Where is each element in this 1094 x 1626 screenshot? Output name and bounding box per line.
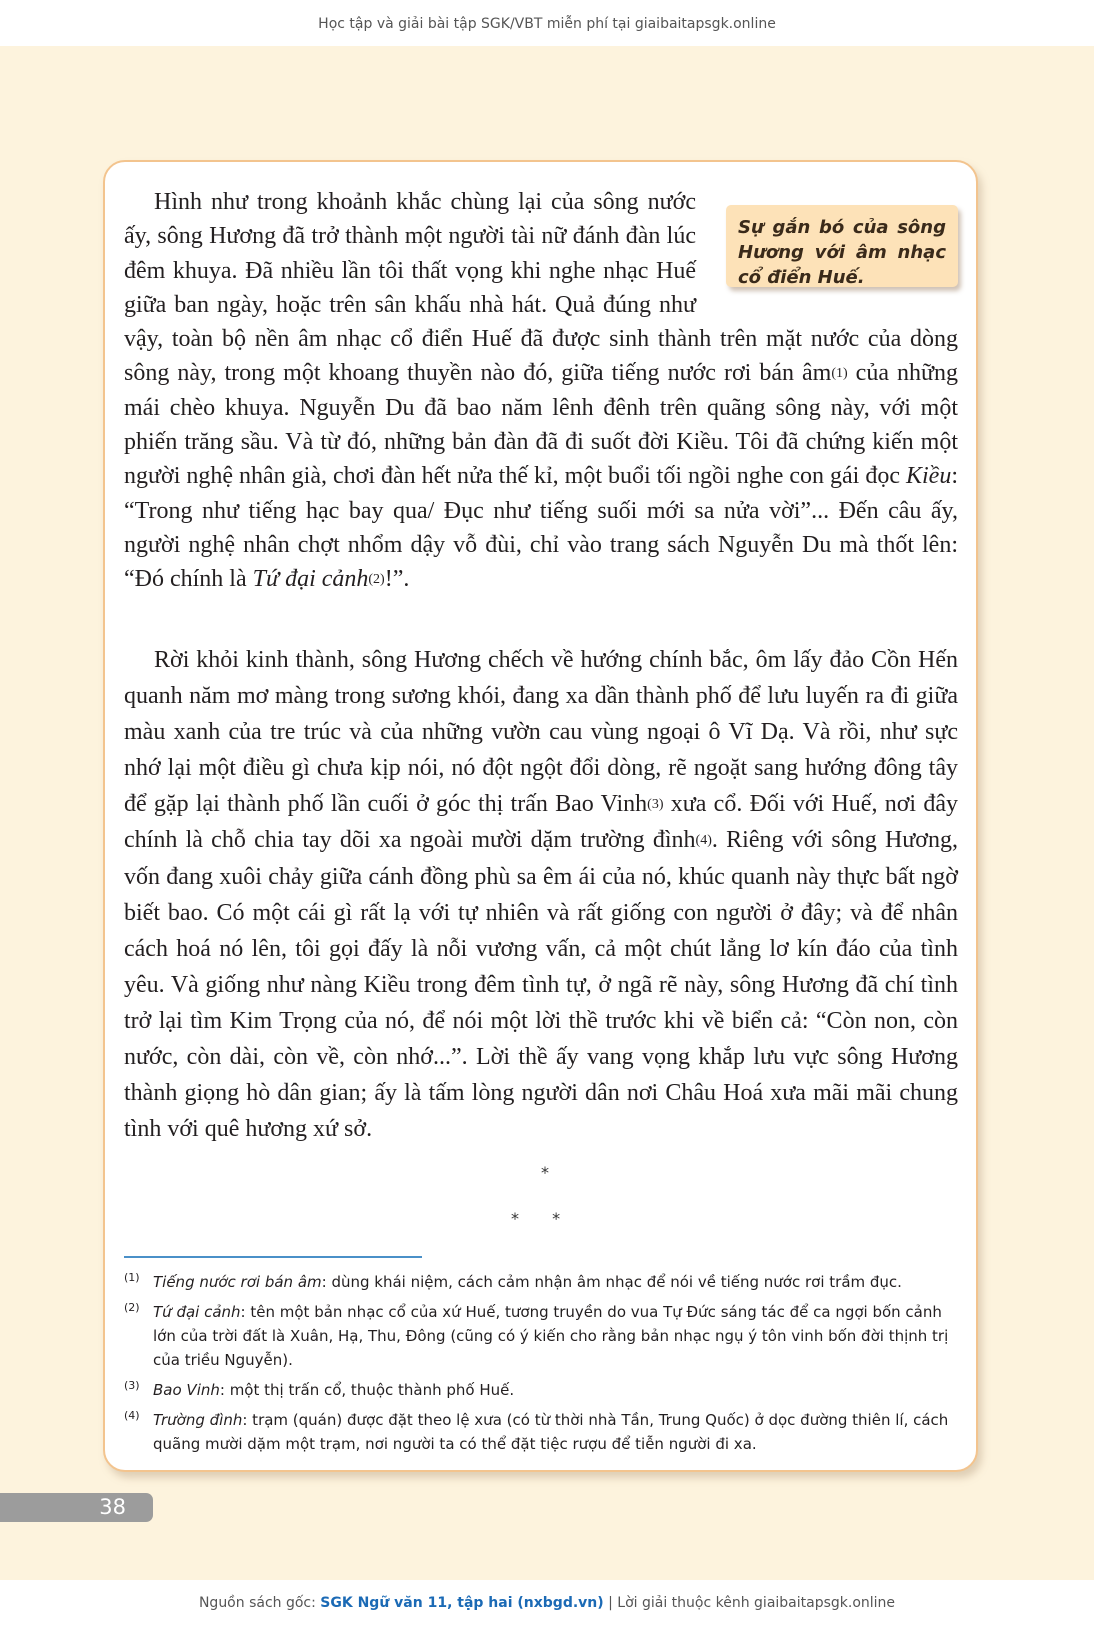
footnote-4	[124, 1408, 958, 1456]
footnote-ref-4: (4)	[695, 833, 712, 849]
footnote-2	[124, 1300, 958, 1372]
footer-suffix: | Lời giải thuộc kênh giaibaitapsgk.online	[603, 1595, 896, 1611]
site-header-text: Học tập và giải bài tập SGK/VBT miễn phí tại giaibaitapsgk.online	[318, 16, 776, 32]
footnote-term: Trường đình	[153, 1411, 243, 1429]
footnote-text: : trạm (quán) được đặt theo lệ xưa (có từ thời nhà Tần, Trung Quốc) ở dọc đường thiên lí, cách quãng mười dặm một trạm, nơi người ta có thể đặt tiệc rượu để tiễn người đi xa.	[153, 1411, 949, 1453]
separator-star-top: *	[541, 1163, 549, 1182]
footnote-text: : một thị trấn cổ, thuộc thành phố Huế.	[219, 1381, 515, 1399]
footnote-ref-1: (1)	[831, 366, 848, 382]
paragraph-2	[124, 642, 958, 1147]
paragraph-2-text-c: . Riêng với sông Hương, vốn đang xuôi chảy giữa cánh đồng phù sa êm ái của nó, khúc quanh này thực bất ngờ biết bao. Có một cái gì rất lạ với tự nhiên và rất giống con người ở đây; và để nhân cách hoá nó lên, tôi gọi đấy là nỗi vương vấn, cả một chút lẳng lơ kín đáo của tình yêu. Và giống như nàng Kiều trong đêm tình tự, ở ngã rẽ này, sông Hương đã chí tình trở lại tìm Kim Trọng của nó, để nói một lời thề trước khi về biển cả: “Còn non, còn nước, còn dài, còn về, còn nhớ...”. Lời thề ấy vang vọng khắp lưu vực sông Hương thành giọng hò dân gian; ấy là tấm lòng người dân nơi Châu Hoá xưa mãi mãi chung tình với quê hương xứ sở.	[124, 827, 959, 1143]
sidebar-note: Sự gắn bó của sông Hương với âm nhạc cổ điển Huế.	[726, 205, 958, 287]
footnote-ref-2: (2)	[368, 572, 385, 588]
site-header	[0, 0, 1094, 46]
footnote-number: (3)	[124, 1379, 140, 1392]
page-number-tab	[0, 1493, 153, 1522]
footnotes	[124, 1270, 958, 1462]
footer-prefix: Nguồn sách gốc:	[198, 1595, 321, 1611]
footnote-number: (4)	[124, 1409, 140, 1422]
footnote-1	[124, 1270, 958, 1294]
paragraph-1	[124, 185, 958, 597]
footnote-ref-3: (3)	[647, 797, 664, 813]
site-footer	[0, 1580, 1094, 1626]
paragraph-1-text-a: Hình như trong khoảnh khắc chùng lại của sông nước ấy, sông Hương đã trở thành một người tài nữ đánh đàn lúc đêm khuya. Đã nhiều lần tôi thất vọng khi nghe nhạc Huế giữa ban ngày, hoặc trên sân khấu nhà hát. Quả đúng như vậy, toàn bộ nền âm nhạc cổ điển Huế đã được sinh thành trên mặt nước của dòng sông này, trong một khoang thuyền nào đó, giữa tiếng nước rơi bán âm	[124, 189, 958, 387]
footnote-term: Tứ đại cảnh	[153, 1303, 241, 1321]
paragraph-1-text-d: !”.	[384, 566, 410, 593]
paragraph-2-text-a: Rời khỏi kinh thành, sông Hương chếch về hướng chính bắc, ôm lấy đảo Cồn Hến quanh năm mơ màng trong sương khói, đang xa dần thành phố để lưu luyến ra đi giữa màu xanh của tre trúc và của những vườn cau vùng ngoại ô Vĩ Dạ. Và rồi, như sực nhớ lại một điều gì chưa kịp nói, nó đột ngột đổi dòng, rẽ ngoặt sang hướng đông tây để gặp lại thành phố lần cuối ở góc thị trấn Bao Vinh	[124, 647, 958, 818]
page-number: 38	[99, 1495, 126, 1519]
footnote-divider	[124, 1256, 422, 1258]
paragraph-1-text-b: của những mái chèo khuya. Nguyễn Du đã bao năm lênh đênh trên quãng sông này, với một phiến trăng sầu. Và từ đó, những bản đàn đã đi suốt đời Kiều. Tôi đã chứng kiến một người nghệ nhân già, chơi đàn hết nửa thế kỉ, một buổi tối ngồi nghe con gái đọc	[124, 360, 959, 490]
footnote-text: : dùng khái niệm, cách cảm nhận âm nhạc để nói về tiếng nước rơi trầm đục.	[321, 1273, 902, 1291]
footnote-term: Tiếng nước rơi bán âm	[153, 1273, 322, 1291]
source-book-link[interactable]: SGK Ngữ văn 11, tập hai (nxbgd.vn)	[320, 1595, 604, 1611]
italic-tu-dai-canh: Tứ đại cảnh	[252, 566, 369, 593]
footnote-term: Bao Vinh	[153, 1381, 220, 1399]
footnote-text: : tên một bản nhạc cổ của xứ Huế, tương truyền do vua Tự Đức sáng tác để ca ngợi bốn cảnh lớn của trời đất là Xuân, Hạ, Thu, Đông (cũng có ý kiến cho rằng bản nhạc ngụ ý tôn vinh bốn đời thịnh trị của triều Nguyễn).	[153, 1303, 949, 1369]
italic-kieu: Kiều	[906, 463, 952, 490]
footnote-3	[124, 1378, 958, 1402]
paragraph-1-text-c: : “Trong như tiếng hạc bay qua/ Đục như tiếng suối mới sa nửa vời”... Đến câu ấy, người nghệ nhân chợt nhổm dậy vỗ đùi, chỉ vào trang sách Nguyễn Du mà thốt lên: “Đó chính là	[124, 463, 958, 593]
paragraph-2-text-b: xưa cổ. Đối với Huế, nơi đây chính là chỗ chia tay dõi xa ngoài mười dặm trường đình	[124, 791, 958, 854]
separator-star-bottom: * *	[511, 1209, 561, 1228]
footnote-number: (1)	[124, 1271, 140, 1284]
footnote-number: (2)	[124, 1301, 140, 1314]
